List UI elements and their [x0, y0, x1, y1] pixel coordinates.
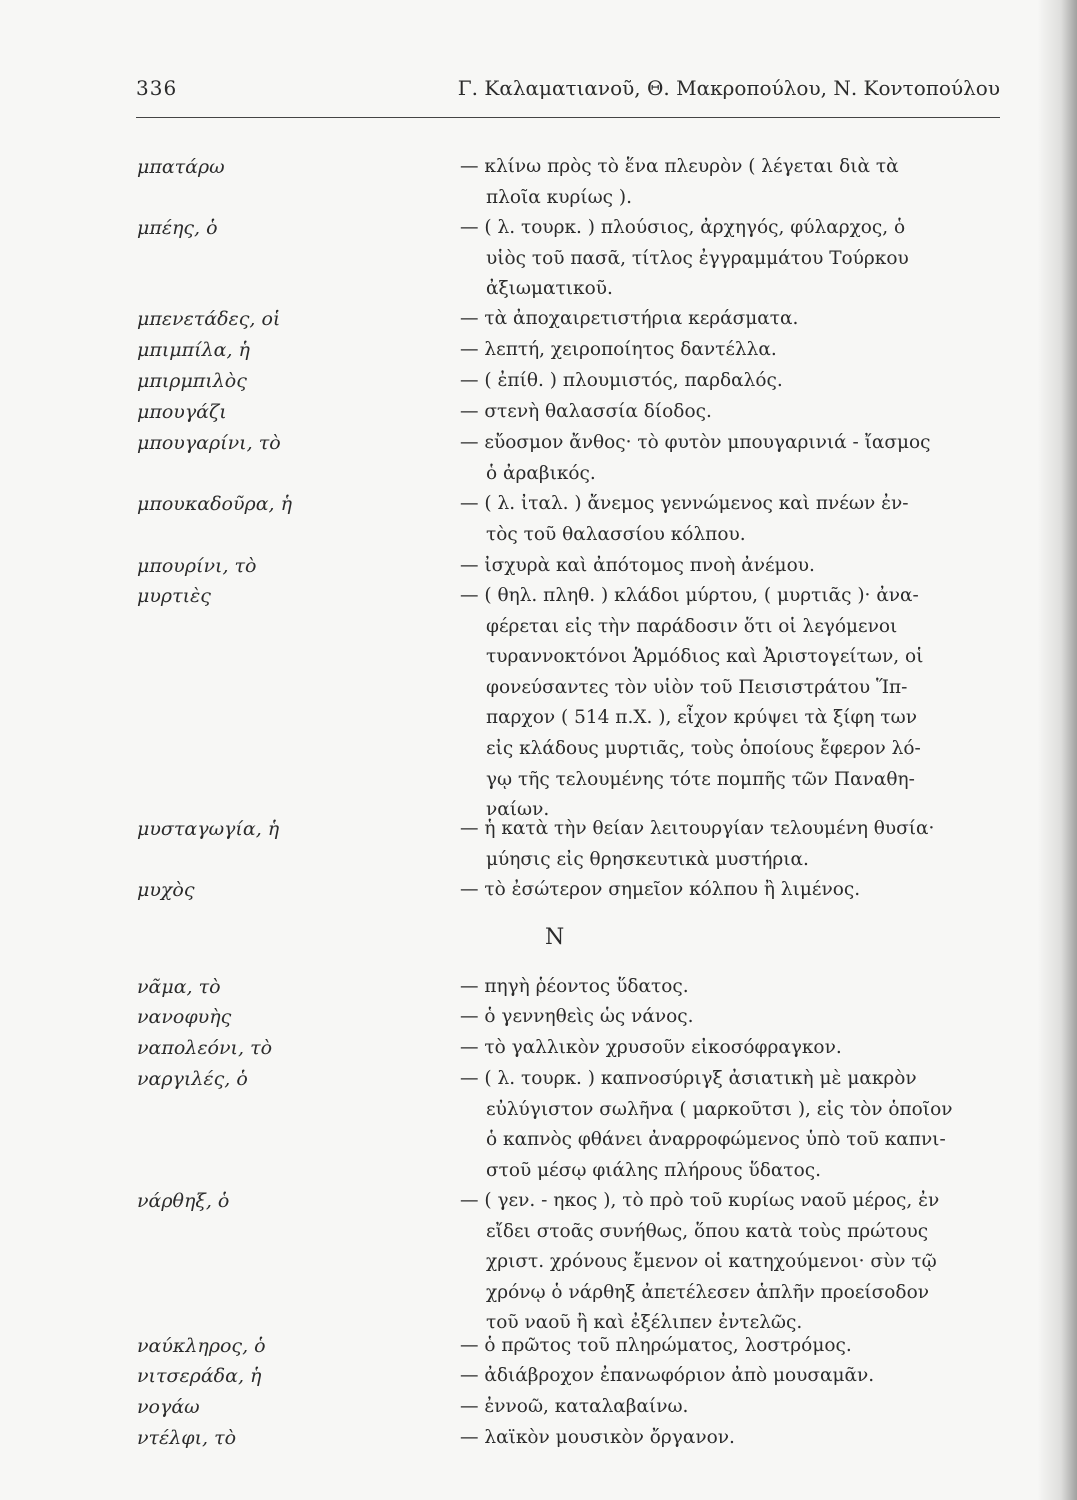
headword: νιτσεράδα, ἡ — [137, 1365, 262, 1387]
definition-line: γῳ τῆς τελουμένης τότε πομπῆς τῶν Παναθη- — [486, 768, 915, 790]
definition-line: υἱὸς τοῦ πασᾶ, τίτλος ἐγγραμμάτου Τούρκου — [486, 247, 909, 269]
definition-line: — λαϊκὸν μουσικὸν ὄργανον. — [460, 1427, 735, 1448]
headword: μυρτιὲς — [137, 585, 211, 607]
definition-line: — τὸ ἐσώτερον σημεῖον κόλπου ἢ λιμένος. — [460, 879, 861, 900]
definition — [460, 814, 1000, 875]
definition-line: ἀξιωματικοῦ. — [486, 278, 613, 300]
headword: μπατάρω — [137, 156, 225, 178]
definition — [460, 335, 1000, 366]
header-rule — [136, 117, 1000, 118]
headword: μπουρίνι, τὸ — [137, 555, 257, 577]
definition-line: — στενὴ θαλασσία δίοδος. — [460, 401, 712, 422]
page-header — [136, 76, 1000, 106]
definition-line: πλοῖα κυρίως ). — [486, 186, 633, 208]
headword: μπιμπίλα, ἡ — [137, 339, 250, 361]
definition — [460, 428, 1000, 489]
definition-line: μύησις εἰς θρησκευτικὰ μυστήρια. — [486, 848, 809, 870]
definition-line: τὸς τοῦ θαλασσίου κόλπου. — [486, 523, 746, 545]
definition — [460, 152, 1000, 213]
definition-line: — ( λ. ἰταλ. ) ἄνεμος γεννώμενος καὶ πνέων ἐν- — [460, 493, 909, 514]
definition-line: — τὰ ἀποχαιρετιστήρια κεράσματα. — [460, 308, 799, 329]
definition-line: — κλίνω πρὸς τὸ ἕνα πλευρὸν ( λέγεται διὰ τὰ — [460, 156, 899, 177]
headword: μπιρμπιλὸς — [137, 370, 247, 392]
headword: μπενετάδες, οἱ — [137, 308, 281, 330]
definition-line: ὁ καπνὸς φθάνει ἀναρροφώμενος ὑπὸ τοῦ καπνι- — [486, 1129, 946, 1151]
definition-line: — πηγὴ ῥέοντος ὕδατος. — [460, 976, 689, 997]
headword: νάρθηξ, ὁ — [137, 1190, 230, 1212]
definition-line: — ἰσχυρὰ καὶ ἀπότομος πνοὴ ἀνέμου. — [460, 555, 815, 576]
definition-line: — ( λ. τουρκ. ) καπνοσύριγξ ἀσιατικὴ μὲ μακρὸν — [460, 1068, 917, 1089]
definition — [460, 1186, 1000, 1339]
definition — [460, 1331, 1000, 1362]
headword: νᾶμα, τὸ — [137, 976, 221, 998]
definition-line: — ἡ κατὰ τὴν θείαν λειτουργίαν τελουμένη θυσία· — [460, 818, 935, 839]
definition-line: — τὸ γαλλικὸν χρυσοῦν εἰκοσόφραγκον. — [460, 1037, 842, 1058]
definition-line: — ( γεν. - ηκος ), τὸ πρὸ τοῦ κυρίως ναοῦ μέρος, ἐν — [460, 1190, 940, 1211]
definition-line: — λεπτή, χειροποίητος δαντέλλα. — [460, 339, 777, 360]
headword: μυχὸς — [137, 879, 195, 901]
headword: ντέλφι, τὸ — [137, 1427, 237, 1449]
definition — [460, 304, 1000, 335]
definition — [460, 1002, 1000, 1033]
page-edge-shadow — [1037, 0, 1077, 1500]
definition — [460, 1361, 1000, 1392]
definition-line: — ( λ. τουρκ. ) πλούσιος, ἀρχηγός, φύλαρχος, ὁ — [460, 217, 906, 238]
headword: μπουγάζι — [137, 401, 227, 423]
headword: μπουκαδοῦρα, ἡ — [137, 493, 293, 515]
headword: ναπολεόνι, τὸ — [137, 1037, 273, 1059]
definition — [460, 581, 1000, 826]
definition — [460, 875, 1000, 906]
definition — [460, 972, 1000, 1003]
headword: νογάω — [137, 1396, 200, 1418]
definition-line: — εὔοσμον ἄνθος· τὸ φυτὸν μπουγαρινιά - ἴασμος — [460, 432, 931, 453]
definition — [460, 1392, 1000, 1423]
definition — [460, 489, 1000, 550]
definition — [460, 1033, 1000, 1064]
definition — [460, 213, 1000, 305]
definition-line: χριστ. χρόνους ἔμενον οἱ κατηχούμενοι· σὺν τῷ — [486, 1251, 937, 1273]
definition-line: εἴδει στοᾶς συνήθως, ὅπου κατὰ τοὺς πρώτους — [486, 1220, 929, 1242]
definition-line: — ( θηλ. πληθ. ) κλάδοι μύρτου, ( μυρτιᾶς )· ἀνα- — [460, 585, 919, 606]
headword: ναύκληρος, ὁ — [137, 1335, 266, 1357]
headword: νανοφυὴς — [137, 1006, 232, 1028]
section-letter: Ν — [545, 925, 565, 950]
definition-line: — ὁ γεννηθεὶς ὡς νάνος. — [460, 1006, 694, 1027]
definition-line: εἰς κλάδους μυρτιᾶς, τοὺς ὁποίους ἔφερον λό- — [486, 737, 921, 759]
headword: μπουγαρίνι, τὸ — [137, 432, 281, 454]
definition-line: τυραννοκτόνοι Ἁρμόδιος καὶ Ἀριστογείτων, οἱ — [486, 646, 924, 668]
definition-line: — ( ἐπίθ. ) πλουμιστός, παρδαλός. — [460, 370, 783, 391]
definition-line: — ὁ πρῶτος τοῦ πληρώματος, λοστρόμος. — [460, 1335, 852, 1356]
definition-line: φέρεται εἰς τὴν παράδοσιν ὅτι οἱ λεγόμενοι — [486, 615, 898, 637]
definition — [460, 551, 1000, 582]
definition — [460, 397, 1000, 428]
definition — [460, 1064, 1000, 1186]
definition — [460, 1423, 1000, 1454]
page-number: 336 — [136, 76, 178, 100]
definition-line: εὐλύγιστον σωλῆνα ( μαρκοῦτσι ), εἰς τὸν ὁποῖον — [486, 1098, 953, 1120]
definition-line: παρχον ( 514 π.Χ. ), εἶχον κρύψει τὰ ξίφη των — [486, 707, 918, 729]
definition-line: ναίων. — [486, 799, 550, 821]
definition — [460, 366, 1000, 397]
headword: μυσταγωγία, ἡ — [137, 818, 280, 840]
definition-line: τοῦ ναοῦ ἢ καὶ ἐξέλιπεν ἐντελῶς. — [486, 1312, 803, 1334]
definition-line: — ἀδιάβροχον ἐπανωφόριον ἀπὸ μουσαμᾶν. — [460, 1365, 875, 1386]
headword: ναργιλές, ὁ — [137, 1068, 248, 1090]
definition-line: ὁ ἀραβικός. — [486, 462, 596, 484]
definition-line: φονεύσαντες τὸν υἱὸν τοῦ Πεισιστράτου Ἵπ- — [486, 676, 908, 698]
definition-line: — ἐννοῶ, καταλαβαίνω. — [460, 1396, 689, 1417]
running-title: Γ. Καλαματιανοῦ, Θ. Μακροπούλου, Ν. Κοντοπούλου — [457, 76, 1000, 100]
definition-line: χρόνῳ ὁ νάρθηξ ἀπετέλεσεν ἁπλῆν προείσοδον — [486, 1281, 929, 1303]
definition-line: στοῦ μέσῳ φιάλης πλήρους ὕδατος. — [486, 1159, 822, 1181]
headword: μπέης, ὁ — [137, 217, 218, 239]
